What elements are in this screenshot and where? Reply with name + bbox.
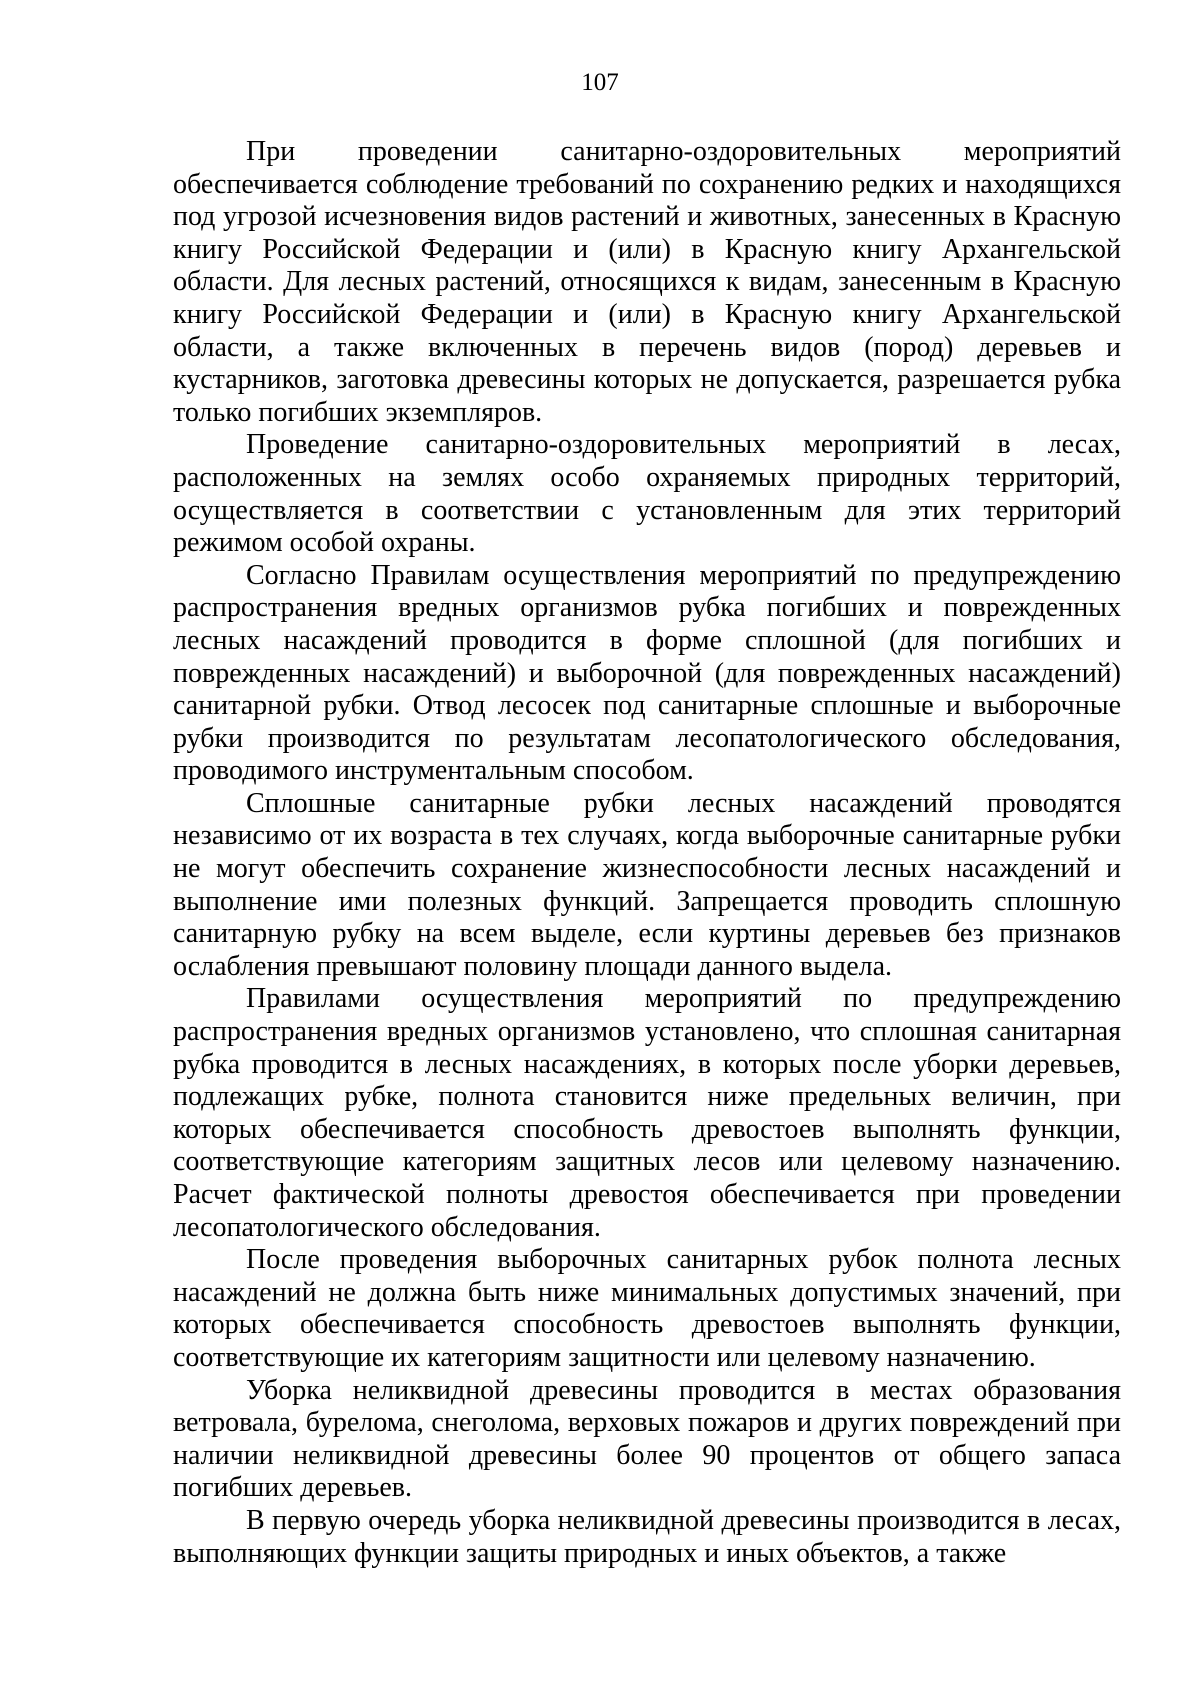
paragraph-protected-territories: Проведение санитарно-оздоровительных мероприятий в лесах, расположенных на землях особо охраняемых природных территорий, осуществляется в соответствии с установленным для этих территорий режимом особой охраны.: [173, 429, 1121, 559]
paragraph-clear-sanitary-felling: Сплошные санитарные рубки лесных насаждений проводятся независимо от их возраста в тех случаях, когда выборочные санитарные рубки не могут обеспечить сохранение жизнеспособности лесных насаждений и выполнение ими полезных функций. Запрещается проводить сплошную санитарную рубку на всем выделе, если куртины деревьев без признаков ослабления превышают половину площади данного выдела.: [173, 787, 1121, 982]
paragraph-density-thresholds: Правилами осуществления мероприятий по предупреждению распространения вредных организмов установлено, что сплошная санитарная рубка проводится в лесных насаждениях, в которых после уборки деревьев, подлежащих рубке, полнота становится ниже предельных величин, при которых обеспечивается способность древостоев выполнять функции, соответствующие категориям защитных лесов или целевому назначению. Расчет фактической полноты древостоя обеспечивается при проведении лесопатологического обследования.: [173, 983, 1121, 1243]
paragraph-rare-species: При проведении санитарно-оздоровительных мероприятий обеспечивается соблюдение требований по сохранению редких и находящихся под угрозой исчезновения видов растений и животных, занесенных в Красную книгу Российской Федерации и (или) в Красную книгу Архангельской области. Для лесных растений, относящихся к видам, занесенным в Красную книгу Российской Федерации и (или) в Красную книгу Архангельской области, а также включенных в перечень видов (пород) деревьев и кустарников, заготовка древесины которых не допускается, разрешается рубка только погибших экземпляров.: [173, 136, 1121, 428]
paragraph-felling-rules: Согласно Правилам осуществления мероприятий по предупреждению распространения вредных организмов рубка погибших и поврежденных лесных насаждений проводится в форме сплошной (для погибших и поврежденных насаждений) и выборочной (для поврежденных насаждений) санитарной рубки. Отвод лесосек под санитарные сплошные и выборочные рубки производится по результатам лесопатологического обследования, проводимого инструментальным способом.: [173, 559, 1121, 787]
paragraph-priority-cleanup: В первую очередь уборка неликвидной древесины производится в лесах, выполняющих функции защиты природных и иных объектов, а также: [173, 1504, 1121, 1569]
paragraph-illiquid-timber: Уборка неликвидной древесины проводится в местах образования ветровала, бурелома, снеголома, верховых пожаров и других повреждений при наличии неликвидной древесины более 90 процентов от общего запаса погибших деревьев.: [173, 1374, 1121, 1504]
paragraph-selective-felling: После проведения выборочных санитарных рубок полнота лесных насаждений не должна быть ниже минимальных допустимых значений, при которых обеспечивается способность древостоев выполнять функции, соответствующие их категориям защитности или целевому назначению.: [173, 1244, 1121, 1373]
page-number: 107: [581, 69, 619, 96]
document-body: [173, 136, 1121, 1570]
